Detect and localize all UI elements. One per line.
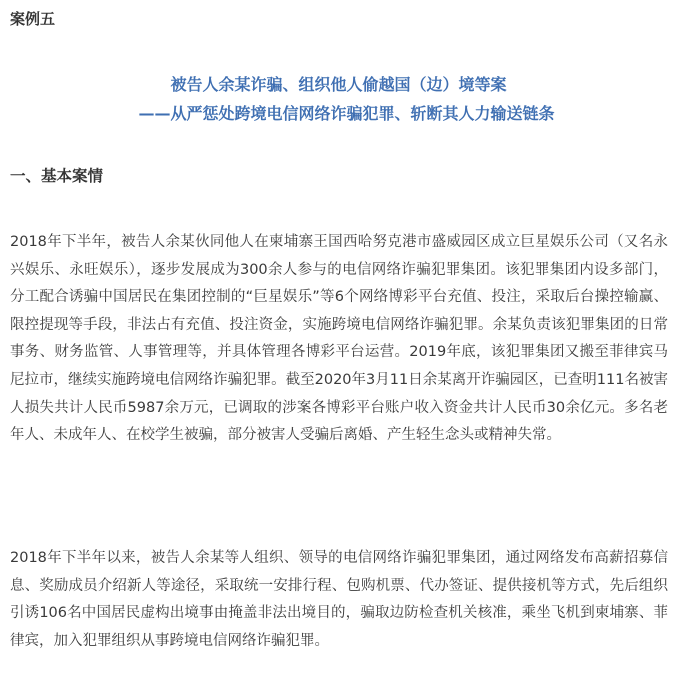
paragraph-2: 2018年下半年以来，被告人余某等人组织、领导的电信网络诈骗犯罪集团，通过网络发布高薪招募信息、奖励成员介绍新人等途径，采取统一安排行程、包购机票、代办签证、提供接机等方式，先后组织引诱106名中国居民虚构出境事由掩盖非法出境目的，骗取边防检查机关核准，乘坐飞机到柬埔寨、菲律宾，加入犯罪组织从事跨境电信网络诈骗犯罪。 — [10, 550, 668, 649]
title-subtitle: ——从严惩处跨境电信网络诈骗犯罪、斩断其人力输送链条 — [138, 104, 555, 123]
article-title — [0, 70, 677, 128]
case-label: 案例五 — [10, 10, 56, 28]
title-main: 被告人余某诈骗、组织他人偷越国（边）境等案 — [170, 75, 507, 94]
section-heading: 一、基本案情 — [10, 167, 104, 185]
paragraph-1: 2018年下半年，被告人余某伙同他人在柬埔寨王国西哈努克港市盛威园区成立巨星娱乐公司（又名永兴娱乐、永旺娱乐），逐步发展成为300余人参与的电信网络诈骗犯罪集团。该犯罪集团内设多部门，分工配合诱骗中国居民在集团控制的“巨星娱乐”等6个网络博彩平台充值、投注，采取后台操控输赢、限控提现等手段，非法占有充值、投注资金，实施跨境电信网络诈骗犯罪。余某负责该犯罪集团的日常事务、财务监管、人事管理等，并具体管理各博彩平台运营。2019年底，该犯罪集团又搬至菲律宾马尼拉市，继续实施跨境电信网络诈骗犯罪。截至2020年3月11日余某离开诈骗园区，已查明111名被害人损失共计人民币5987余万元，已调取的涉案各博彩平台账户收入资金共计人民币30余亿元。多名老年人、未成年人、在校学生被骗，部分被害人受骗后离婚、产生轻生念头或精神失常。 — [10, 234, 668, 444]
